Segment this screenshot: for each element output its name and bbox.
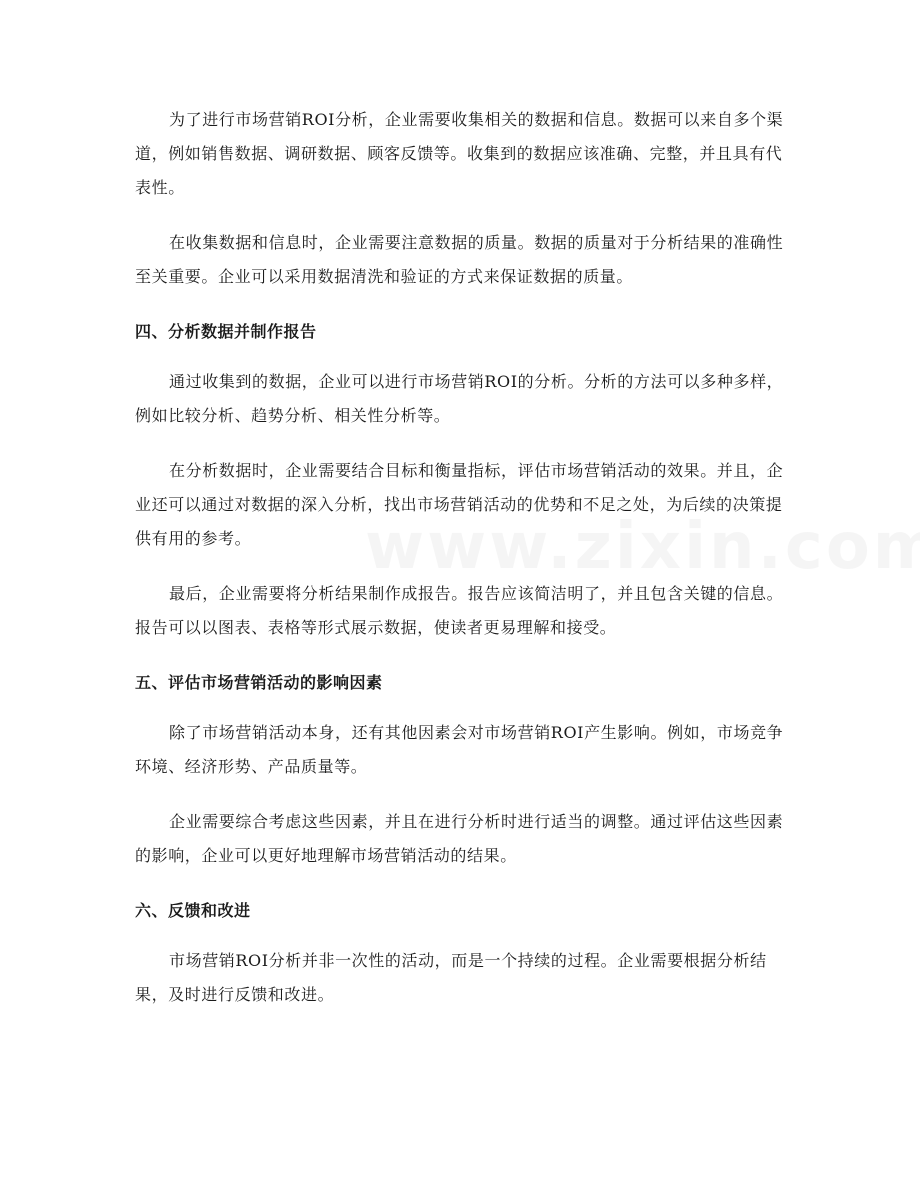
paragraph-other-factors: 除了市场营销活动本身，还有其他因素会对市场营销ROI产生影响。例如，市场竞争环境、经济形势、产品质量等。	[135, 723, 784, 776]
paragraph-adjustment: 企业需要综合考虑这些因素，并且在进行分析时进行适当的调整。通过评估这些因素的影响，企业可以更好地理解市场营销活动的结果。	[135, 812, 784, 865]
paragraph-feedback: 市场营销ROI分析并非一次性的活动，而是一个持续的过程。企业需要根据分析结果，及时进行反馈和改进。	[135, 951, 767, 1004]
section-heading-4: 四、分析数据并制作报告	[135, 322, 317, 341]
paragraph-analysis-evaluation: 在分析数据时，企业需要结合目标和衡量指标，评估市场营销活动的效果。并且，企业还可以通过对数据的深入分析，找出市场营销活动的优势和不足之处，为后续的决策提供有用的参考。	[135, 461, 784, 548]
paragraph-analysis-methods: 通过收集到的数据，企业可以进行市场营销ROI的分析。分析的方法可以多种多样，例如比较分析、趋势分析、相关性分析等。	[135, 372, 784, 425]
section-heading-6: 六、反馈和改进	[135, 901, 251, 920]
paragraph-data-collection: 为了进行市场营销ROI分析，企业需要收集相关的数据和信息。数据可以来自多个渠道，例如销售数据、调研数据、顾客反馈等。收集到的数据应该准确、完整，并且具有代表性。	[135, 110, 784, 197]
paragraph-data-quality: 在收集数据和信息时，企业需要注意数据的质量。数据的质量对于分析结果的准确性至关重要。企业可以采用数据清洗和验证的方式来保证数据的质量。	[135, 233, 784, 286]
section-heading-5: 五、评估市场营销活动的影响因素	[135, 673, 383, 692]
paragraph-report: 最后，企业需要将分析结果制作成报告。报告应该简洁明了，并且包含关键的信息。报告可以以图表、表格等形式展示数据，使读者更易理解和接受。	[135, 584, 784, 637]
document-body	[135, 103, 785, 1033]
